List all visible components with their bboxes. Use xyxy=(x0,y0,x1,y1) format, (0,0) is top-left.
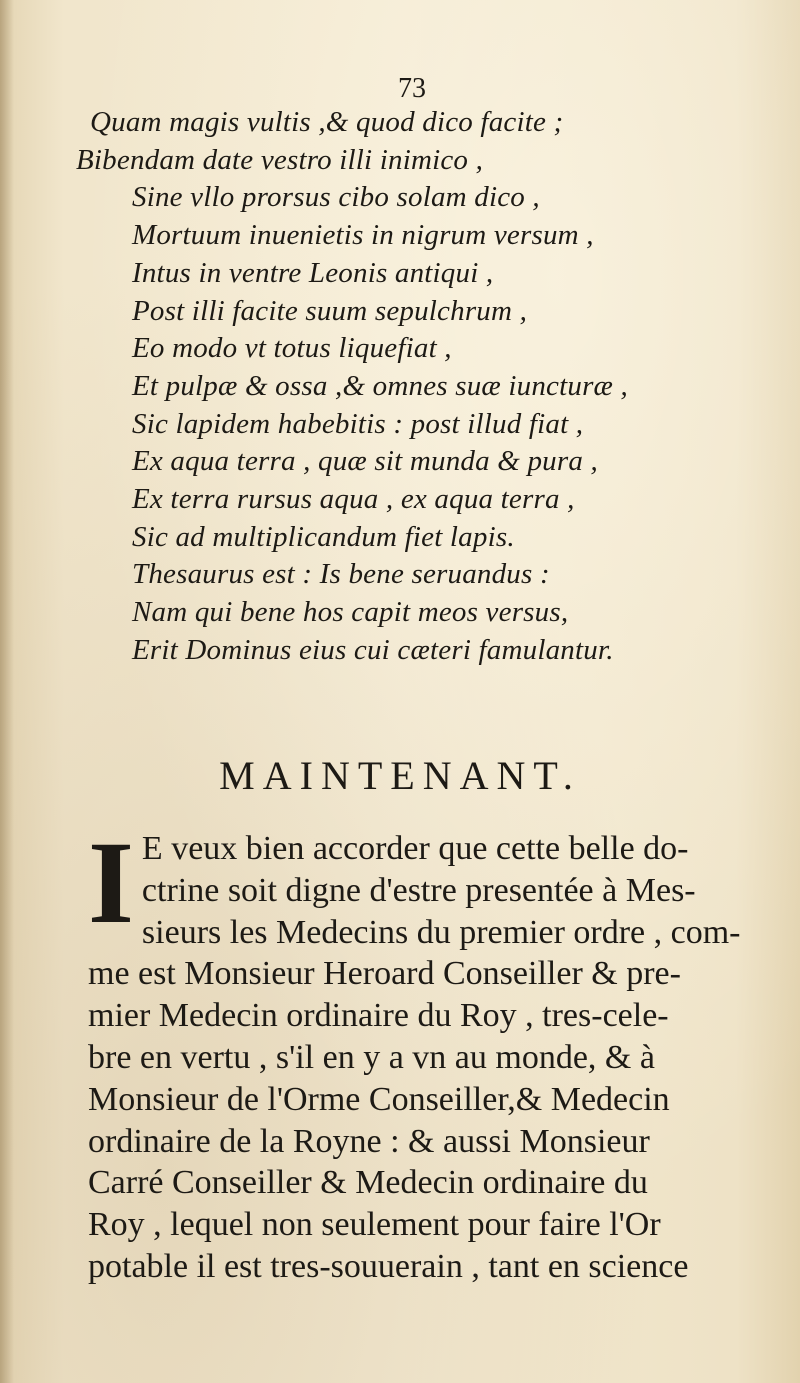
verse-line: Sic lapidem habebitis : post illud fiat , xyxy=(132,407,584,440)
prose-line: bre en vertu , s'il en y a vn au monde, & à xyxy=(88,1038,655,1076)
verse-line: Sine vllo prorsus cibo solam dico , xyxy=(132,181,540,214)
prose-line: potable il est tres-souuerain , tant en science xyxy=(88,1247,689,1285)
page-gutter-shadow xyxy=(0,0,14,1383)
verse-line: Et pulpæ & ossa ,& omnes suæ iuncturæ , xyxy=(132,369,628,402)
prose-line: Roy , lequel non seulement pour faire l'Or xyxy=(88,1206,661,1244)
section-heading: MAINTENANT. xyxy=(219,753,581,798)
verse-line: Ex terra rursus aqua , ex aqua terra , xyxy=(132,483,575,516)
verse-line: Erit Dominus eius cui cæteri famulantur. xyxy=(132,633,614,666)
verse-line: Ex aqua terra , quæ sit munda & pura , xyxy=(132,445,598,478)
page-number: 73 xyxy=(398,73,426,104)
prose-line: E veux bien accorder que cette belle do- xyxy=(141,830,689,867)
latin-verse xyxy=(76,104,770,670)
prose-line: ordinaire de la Royne : & aussi Monsieur xyxy=(88,1122,650,1160)
verse-line: Thesaurus est : Is bene seruandus : xyxy=(132,558,550,591)
verse-line: Mortuum inuenietis in nigrum versum , xyxy=(132,219,594,252)
prose-paragraph xyxy=(88,817,741,1288)
prose-line: sieurs les Medecins du premier ordre , com- xyxy=(141,913,741,951)
prose-line: Monsieur de l'Orme Conseiller,& Medecin xyxy=(88,1080,670,1118)
verse-line: Quam magis vultis ,& quod dico facite ; xyxy=(90,106,564,138)
prose-line: ctrine soit digne d'estre presentée à Mes- xyxy=(141,871,696,909)
prose-line: me est Monsieur Heroard Conseiller & pre- xyxy=(88,955,681,993)
prose-line: Carré Conseiller & Medecin ordinaire du xyxy=(88,1164,648,1202)
drop-cap: I xyxy=(88,817,134,948)
verse-line: Nam qui bene hos capit meos versus, xyxy=(132,596,569,629)
verse-line: Post illi facite suum sepulchrum , xyxy=(132,294,528,327)
verse-line: Intus in ventre Leonis antiqui , xyxy=(132,256,494,289)
verse-line: Bibendam date vestro illi inimico , xyxy=(76,143,484,176)
verse-line: Eo modo vt totus liquefiat , xyxy=(132,332,452,365)
verse-line: Sic ad multiplicandum fiet lapis. xyxy=(132,520,515,553)
prose-line: mier Medecin ordinaire du Roy , tres-cele- xyxy=(88,997,669,1035)
